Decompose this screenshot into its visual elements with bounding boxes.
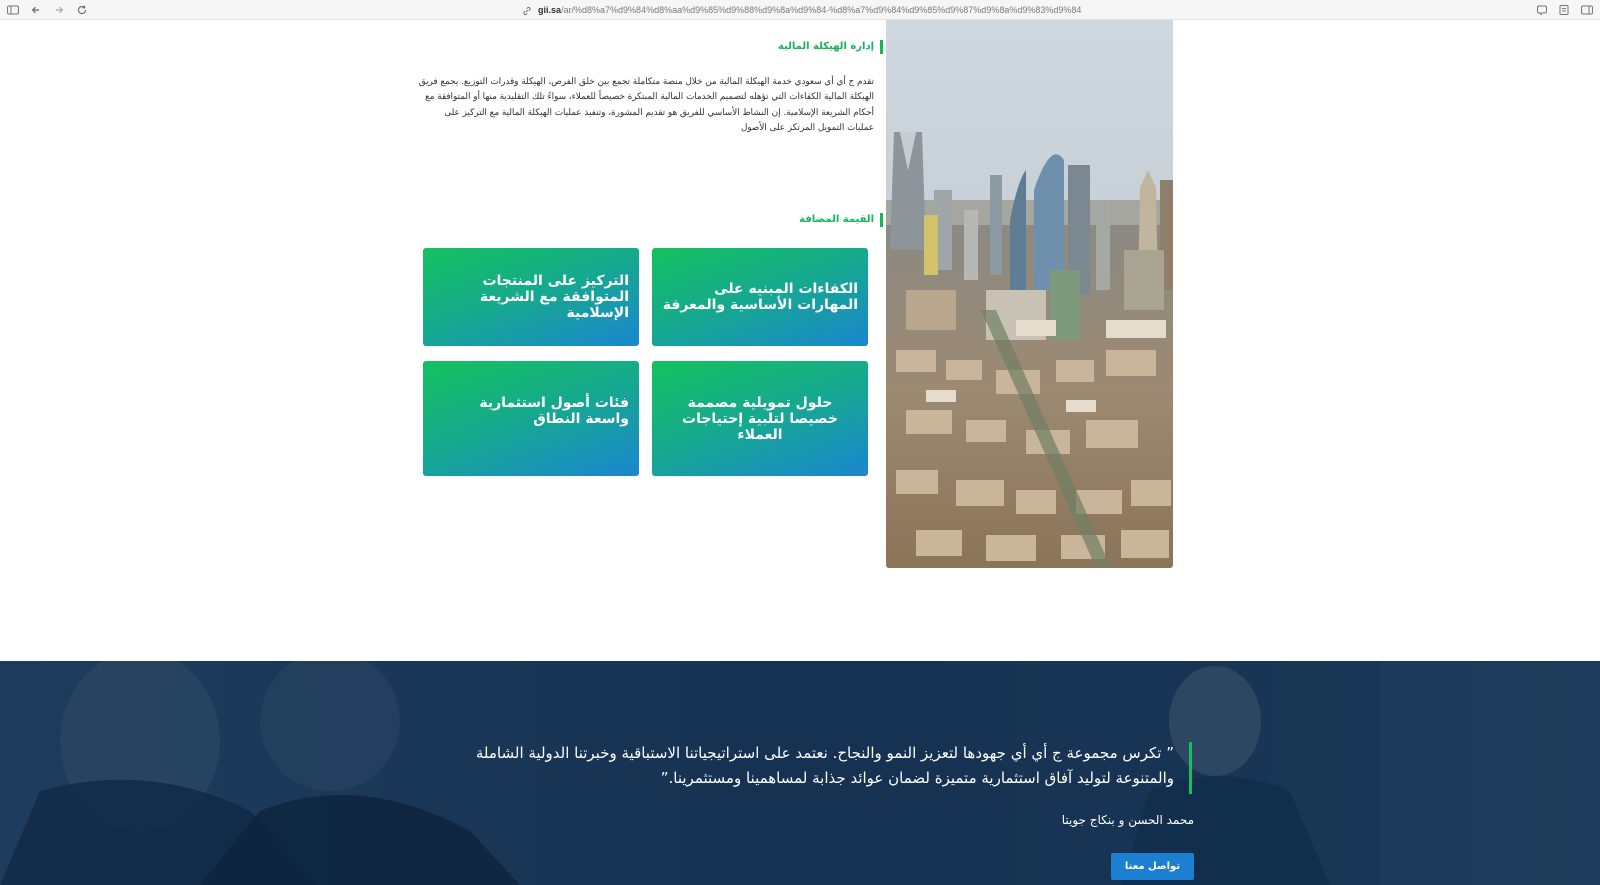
browser-toolbar — [0, 0, 1600, 20]
value-card-text: التركيز على المنتجات المتوافقة مع الشريعة الإسلامية — [479, 273, 629, 321]
link-icon — [522, 1, 532, 20]
ceo-quote-banner — [0, 661, 1600, 885]
ceo-quote: ” تكرس مجموعة ج أي أي جهودها لتعزيز النمو والنجاح. نعتمد على استراتيجياتنا الاستباقية وخبرتنا الدولية الشاملة والمتنوعة لتوليد آفاق استثمارية متميزة لضمان عوائد جذابة لمساهمينا ومستثمرينا.” — [475, 744, 1174, 787]
reader-icon[interactable] — [1557, 3, 1571, 17]
value-card-text: حلول تمويلية مصممة خصيصا لتلبية إحتياجات العملاء — [682, 394, 838, 443]
back-icon[interactable] — [29, 3, 43, 17]
share-icon[interactable] — [1535, 3, 1549, 17]
value-card-competencies — [652, 248, 868, 346]
quote-author: محمد الحسن و بنكاج جويتا — [1061, 813, 1194, 827]
quote-accent-bar — [1189, 742, 1192, 794]
address-bar[interactable] — [522, 3, 1081, 17]
panel-icon[interactable] — [1580, 3, 1594, 17]
contact-us-button[interactable]: تواصل معنا — [1111, 853, 1194, 880]
riyadh-skyline-photo — [886, 20, 1173, 568]
sidebar-icon[interactable] — [6, 3, 20, 17]
forward-icon[interactable] — [52, 3, 66, 17]
value-card-sharia-products — [423, 248, 639, 346]
financial-structuring-description: تقدم ج أي أي سعودي خدمة الهيكلة المالية من خلال منصة متكاملة تجمع بين خلق الفرص، الهيكلة وقدرات التوزيع. يجمع فريق الهيكلة المالية الكفاءات التي تؤهله لتصميم الخدمات المالية المبتكرة خصيصاً للعملاء، سواءً تلك التقليدية منها أو المتوافقة مع أحكام الشريعة الإسلامية. إن النشاط الأساسي للفريق هو تقديم المشورة، وتنفيذ عمليات الهيكلة المالية مع التركيز على عمليات التمويل المرتكز على الأصول — [418, 76, 874, 134]
value-card-tailored-solutions — [652, 361, 868, 476]
added-value-heading: القيمة المضافة — [760, 213, 883, 227]
financial-structuring-heading: إدارة الهيكلة المالية — [760, 40, 883, 54]
value-card-asset-classes — [423, 361, 639, 476]
reload-icon[interactable] — [75, 3, 89, 17]
url-text: gii.sa/ar/%d8%a7%d9%84%d8%aa%d9%85%d9%88%d9%8a%d9%84-%d8%a7%d9%84%d9%85%d9%87%d9%8a%d9%83%d9%84 — [538, 5, 1082, 15]
value-card-text: فئات أصول استثمارية واسعة النطاق — [479, 395, 629, 427]
value-card-text: الكفاءات المبنيه على المهارات الأساسية والمعرفة — [662, 281, 858, 313]
